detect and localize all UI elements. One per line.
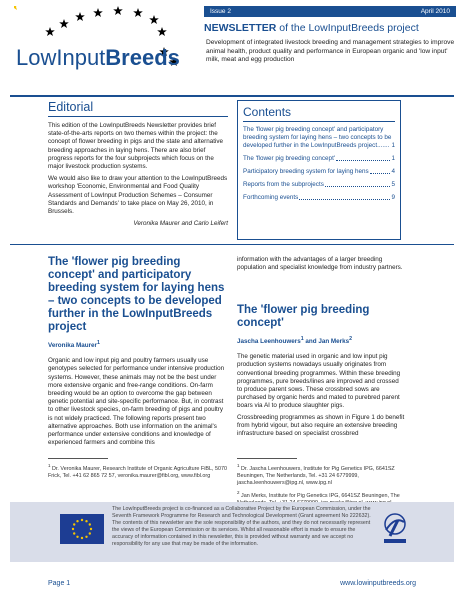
contents-title: Contents	[243, 105, 395, 122]
article-main-title: The 'flower pig breeding concept' and participatory breeding system for laying hens – two concepts to be developed further in the LowInputBreeds project	[48, 256, 225, 333]
issue-number: Issue 2	[210, 8, 231, 15]
footnote: $^1$ Dr. Jascha Leenhouwers, Institute for Pig Genetics IPG, 6641SZ Beuningen, The Netherlands, Tel. +31 24 6779999, jascha.leenhouwers@ipg.nl, www.ipg.nl	[237, 463, 395, 486]
footnote-right	[237, 458, 405, 509]
section-divider	[10, 244, 454, 245]
toc-entry-5[interactable]: Forthcoming events 9	[243, 194, 395, 201]
toc-entry-2[interactable]: The 'flower pig breeding concept' 1	[243, 155, 395, 162]
article-main	[48, 256, 228, 447]
body-paragraph: The genetic material used in organic and low input pig production systems nowadays usually originates from conventional breeding programmes. Within these breeding programmes, pure breeds/lines are improved and crossed to produce parent sows. These crossbred sows are purchased by organic herds and mated to purebred parent boars via AI to produce slaughter pigs.	[237, 353, 401, 410]
toc-entry-3[interactable]: Participatory breeding system for laying hens 4	[243, 168, 395, 175]
footnote-rule	[48, 458, 108, 459]
article-main-body: Organic and low input pig and poultry farmers usually use genotypes selected for performance under intensive production systems. However, these animals may not be the best under more extensive organic and free-range conditions. On-farm breeding would be an option to overcome the gap between genetic potential and site-specific performance. But, in contrast to other livestock species, on-farm breeding of pigs and poultry is not widely practiced. The following reports present two alternative approaches. Both use information on the animal's performance under extensive conditions and knowledge of experienced farmers and combine this	[48, 357, 225, 447]
footnote: $^1$ Dr. Veronika Maurer, Research Institute of Organic Agriculture FiBL, 5070 Frick, Tel. +41 62 865 72 57, veronika.maurer@fibl.org, www.fibl.org	[48, 463, 227, 479]
page-number: Page 1	[48, 580, 71, 587]
toc-entry-1[interactable]: The 'flower pig breeding concept' and participatory breeding system for laying hens – two concepts to be developed further in the LowInputBreeds project....... 1	[243, 126, 395, 149]
editorial-title: Editorial	[48, 100, 228, 117]
funding-disclaimer: The LowInputBreeds project is co-financed as a Collaborative Project by the European Commission, under the Seventh Framework Programme for Research and Technological Development (Grant agreement No 222632). The contents of this newsletter are the sole responsibility of the authors, and they do not necessarily represent the views of the European Commission or its services. Whilst all reasonable effort is made to ensure the accuracy of information contained in this newsletter, this is provided without warranty and we accept no responsibility for any use that may be made of the information.	[112, 506, 371, 547]
editorial-signature: Veronika Maurer and Carlo Leifert	[133, 220, 228, 228]
article-flower-pig-authors: Jascha Leenhouwers$^1$ and Jan Merks$^2$	[237, 336, 353, 346]
project-description: Development of integrated livestock breeding and management strategies to improve animal health, product quality and performance in European organic and 'low input' milk, meat and egg production	[206, 39, 455, 64]
toc-entry-4[interactable]: Reports from the subprojects 5	[243, 181, 395, 188]
issue-bar	[204, 6, 456, 17]
article-main-continuation: information with the advantages of a larger breeding population and specialist knowledge from industry partners.	[237, 256, 403, 272]
footnote: $^2$ Jan Merks, Institute for Pig Genetics IPG, 6641SZ Beuningen, The	[237, 489, 400, 499]
header-divider	[10, 95, 454, 97]
editorial-paragraph: This edition of the LowInputBreeds Newsletter provides brief state-of-the-arts reports on two themes within the project: the concept of flower breeding in pigs and the state and alternative breeding approaches in laying hens. There are also brief progress reports for the four subprojects which focus on the major livestock production systems.	[48, 122, 224, 171]
page-footer	[10, 580, 454, 587]
article-flower-pig-title: The 'flower pig breeding concept'	[237, 304, 370, 329]
contents-box	[237, 100, 401, 240]
newsletter-title: NEWSLETTER of the LowInputBreeds project	[204, 22, 419, 34]
footnote-left	[48, 458, 228, 482]
editorial-paragraph: We would also like to draw your attention to the LowInputBreeds workshop 'Economic, Environmental and Food Quality Assessment of LowInput Production Schemes – Consumer Standards and Demands' to take place on May 26, 2010, in Brussels.	[48, 175, 228, 216]
editorial-section	[48, 100, 228, 227]
editorial-body	[48, 122, 228, 216]
eu-flag-icon	[60, 514, 104, 544]
article-flower-pig-body	[237, 353, 405, 438]
issue-date: April 2010	[420, 8, 450, 15]
fp7-logo-icon	[380, 512, 410, 546]
article-flower-pig	[237, 304, 405, 441]
website-link[interactable]: www.lowinputbreeds.org	[340, 580, 416, 587]
body-paragraph: Crossbreeding programmes as shown in Figure 1 do benefit from hybrid vigour, but also require an extensive breeding infrastructure based on specialist crossbred	[237, 413, 405, 437]
logo	[14, 6, 204, 86]
logo-wordmark: LowInputBreeds	[16, 45, 180, 70]
article-main-author: Veronika Maurer$^1$	[48, 340, 100, 350]
footnote-rule	[237, 458, 297, 459]
newsletter-header	[204, 6, 456, 65]
